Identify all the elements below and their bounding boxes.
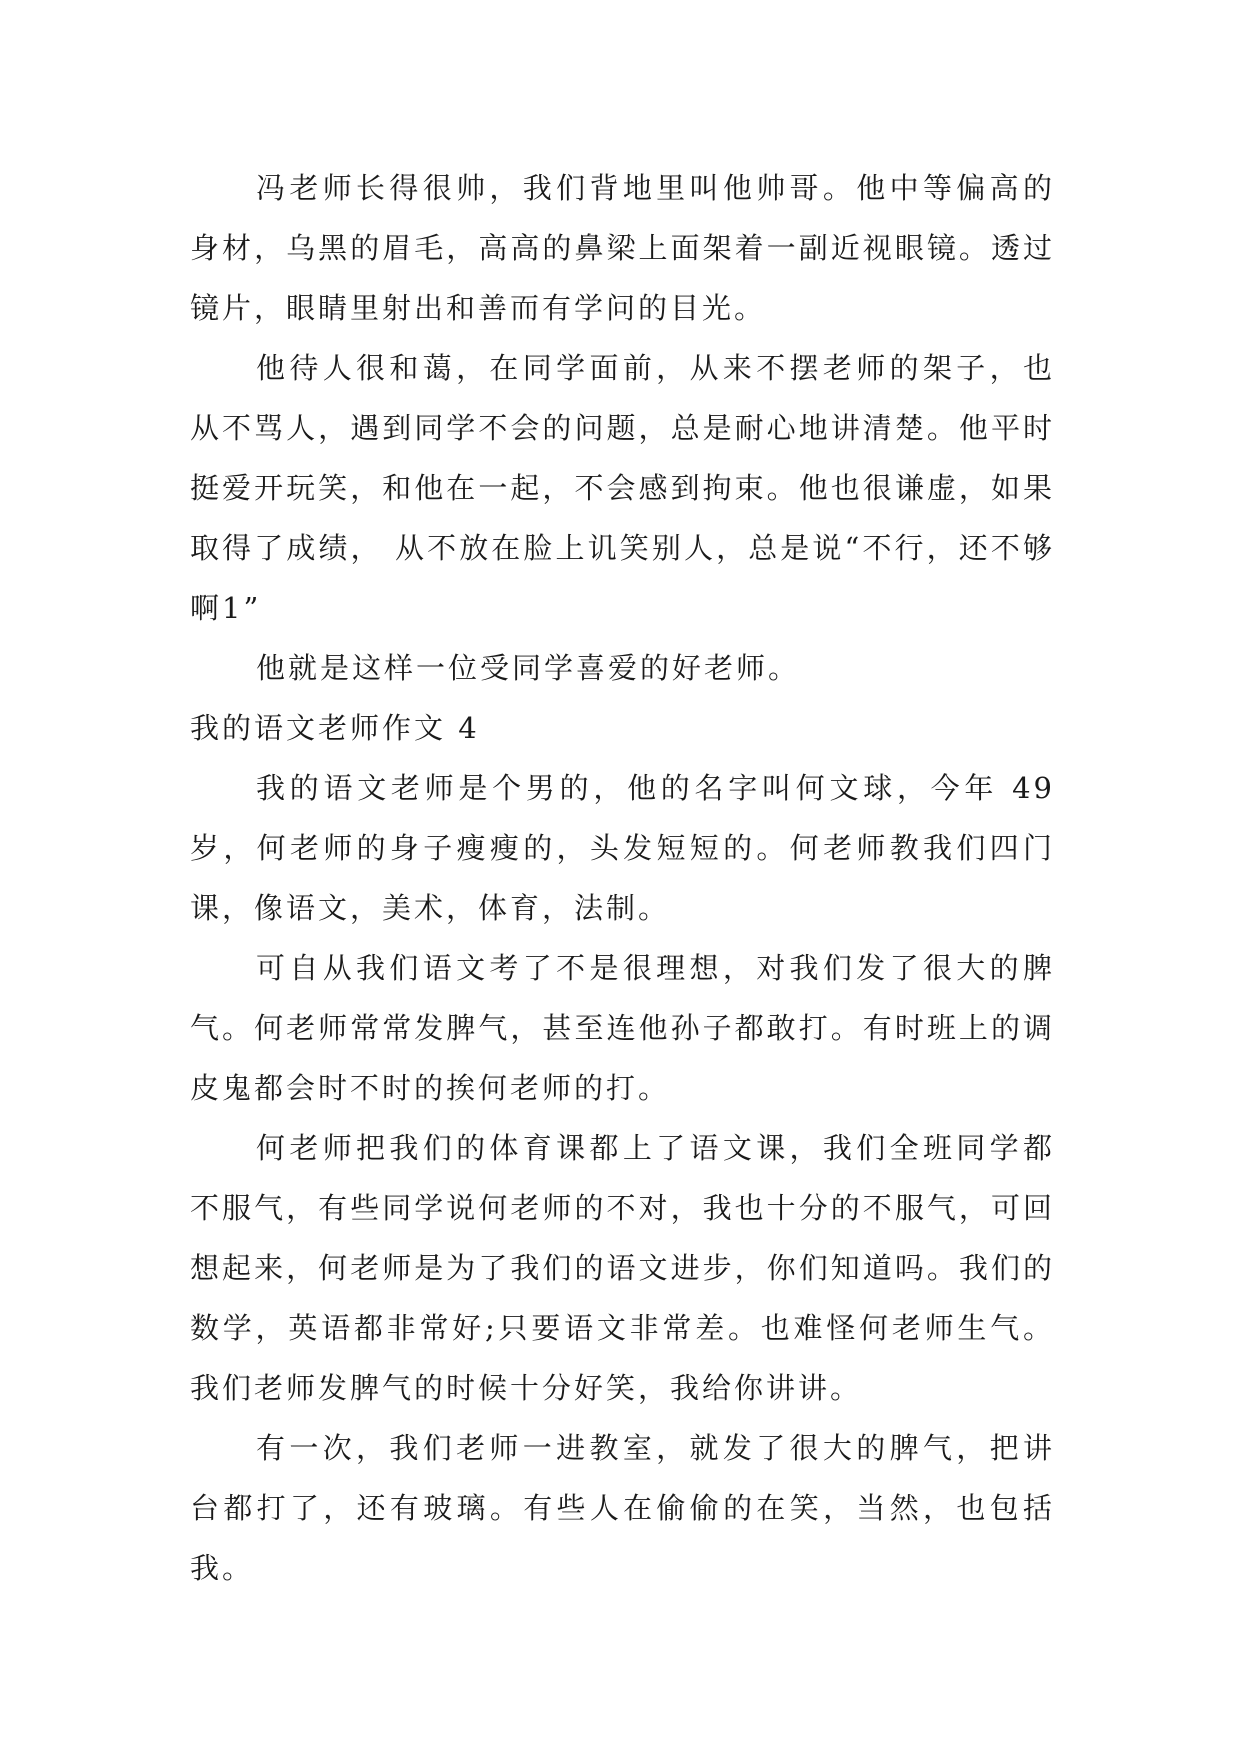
paragraph-feng-appearance: 冯老师长得很帅，我们背地里叫他帅哥。他中等偏高的身材，乌黑的眉毛，高高的鼻梁上面架着一副近视眼镜。透过镜片，眼睛里射出和善而有学问的目光。 <box>190 171 1055 325</box>
essay-heading: 我的语文老师作文 4 <box>190 711 480 745</box>
paragraph-he-intro: 我的语文老师是个男的，他的名字叫何文球，今年 49 岁，何老师的身子瘦瘦的，头发短短的。何老师教我们四门课，像语文，美术，体育，法制。 <box>190 771 1055 925</box>
document-page <box>190 158 1055 1598</box>
paragraph-he-anecdote: 有一次，我们老师一进教室，就发了很大的脾气，把讲台都打了，还有玻璃。有些人在偷偷的在笑，当然，也包括我。 <box>190 1431 1055 1585</box>
paragraph-feng-character: 他待人很和蔼，在同学面前，从来不摆老师的架子，也从不骂人，遇到同学不会的问题，总是耐心地讲清楚。他平时挺爱开玩笑，和他在一起，不会感到拘束。他也很谦虚，如果取得了成绩， 从不放在脸上讥笑别人，总是说“不行，还不够啊1” <box>190 351 1055 625</box>
paragraph-he-temper: 可自从我们语文考了不是很理想，对我们发了很大的脾气。何老师常常发脾气，甚至连他孙子都敢打。有时班上的调皮鬼都会时不时的挨何老师的打。 <box>190 951 1055 1105</box>
paragraph-feng-conclusion: 他就是这样一位受同学喜爱的好老师。 <box>256 651 801 685</box>
paragraph-he-pe-class: 何老师把我们的体育课都上了语文课，我们全班同学都不服气，有些同学说何老师的不对，我也十分的不服气，可回想起来，何老师是为了我们的语文进步，你们知道吗。我们的数学，英语都非常好;只要语文非常差。也难怪何老师生气。我们老师发脾气的时候十分好笑，我给你讲讲。 <box>190 1131 1055 1405</box>
